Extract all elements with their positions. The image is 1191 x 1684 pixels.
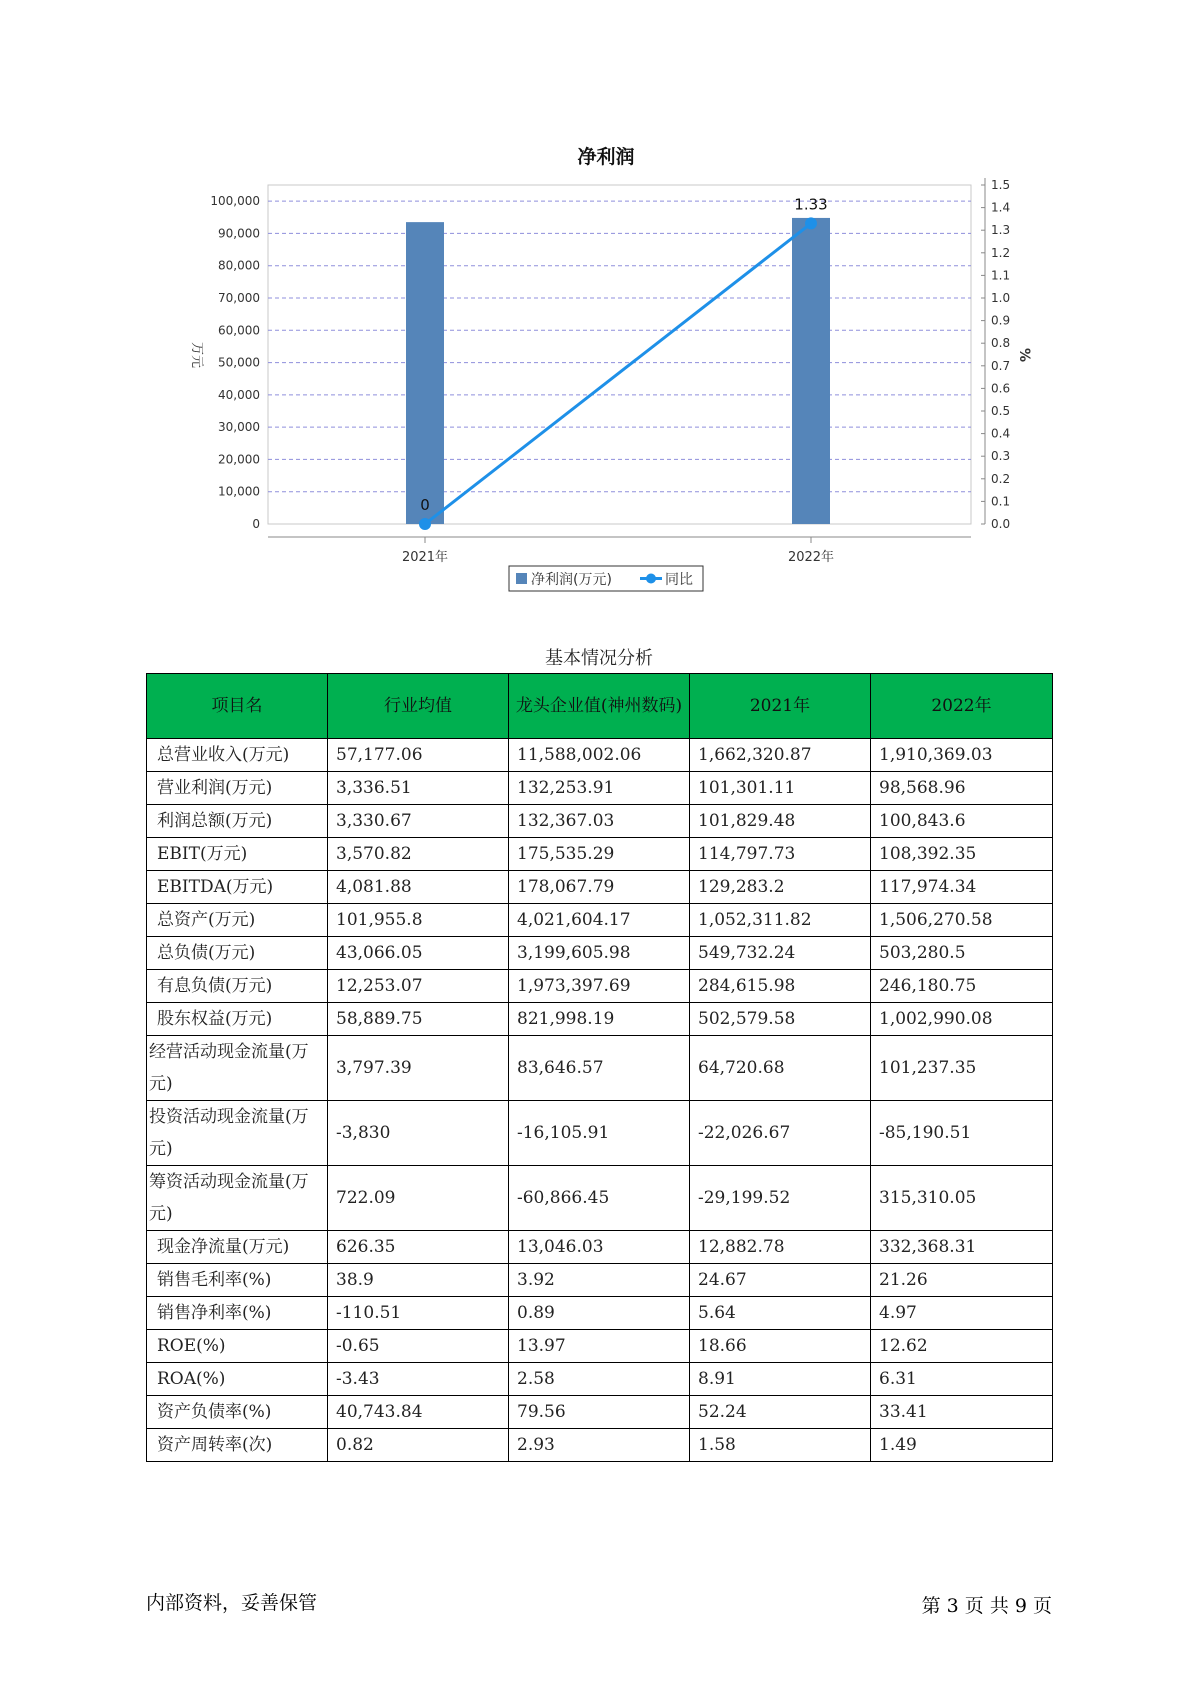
- y2-tick-label: 0.6: [991, 381, 1011, 396]
- row-label: 总营业收入(万元): [147, 739, 328, 772]
- table-row: [147, 970, 1053, 1003]
- footer-confidential-note: 内部资料，妥善保管: [146, 1592, 318, 1614]
- bar-net-profit-0: [406, 222, 444, 524]
- table-row: [147, 1330, 1053, 1363]
- table-cell: 3,570.82: [328, 838, 509, 871]
- table-cell: 12,253.07: [328, 970, 509, 1003]
- table-header-row: [147, 674, 1053, 739]
- table-cell: 58,889.75: [328, 1003, 509, 1036]
- y2-tick-label: 0.8: [991, 336, 1011, 351]
- y-axis-label: 万元: [189, 341, 204, 369]
- table-cell: 284,615.98: [690, 970, 871, 1003]
- table-row: [147, 1101, 1053, 1166]
- y-tick-label: 70,000: [218, 291, 260, 305]
- table-row: [147, 871, 1053, 904]
- y2-tick-label: 0.1: [991, 494, 1011, 509]
- row-label: 现金净流量(万元): [147, 1231, 328, 1264]
- table-cell: 79.56: [509, 1396, 690, 1429]
- table-cell: 101,301.11: [690, 772, 871, 805]
- row-label: 筹资活动现金流量(万元): [147, 1166, 328, 1231]
- chart-title: 净利润: [577, 146, 635, 168]
- table-cell: 5.64: [690, 1297, 871, 1330]
- table-cell: 43,066.05: [328, 937, 509, 970]
- y2-tick-label: 1.3: [991, 223, 1011, 238]
- table-row: [147, 1036, 1053, 1101]
- y2-tick-label: 0.9: [991, 313, 1011, 328]
- line-yoy-point-0: [419, 518, 431, 530]
- table-cell: -3.43: [328, 1363, 509, 1396]
- table-cell: 83,646.57: [509, 1036, 690, 1101]
- table-cell: 18.66: [690, 1330, 871, 1363]
- table-cell: 3,336.51: [328, 772, 509, 805]
- legend-line-marker: [646, 574, 656, 584]
- table-cell: 12.62: [871, 1330, 1053, 1363]
- y-tick-label: 90,000: [218, 226, 260, 241]
- row-label: 营业利润(万元): [147, 772, 328, 805]
- table-cell: 101,829.48: [690, 805, 871, 838]
- table-cell: 246,180.75: [871, 970, 1053, 1003]
- row-label: 利润总额(万元): [147, 805, 328, 838]
- table-cell: 3,199,605.98: [509, 937, 690, 970]
- table-cell: 8.91: [690, 1363, 871, 1396]
- table-cell: 98,568.96: [871, 772, 1053, 805]
- y-tick-label: 100,000: [210, 194, 260, 209]
- table-row: [147, 1166, 1053, 1231]
- table-cell: 100,843.6: [871, 805, 1053, 838]
- table-row: [147, 1429, 1053, 1462]
- y2-tick-label: 0.2: [991, 471, 1011, 486]
- table-cell: 1.49: [871, 1429, 1053, 1462]
- basic-analysis-table: [146, 673, 1053, 1462]
- table-cell: 178,067.79: [509, 871, 690, 904]
- table-cell: 1.58: [690, 1429, 871, 1462]
- header-industry-average: 行业均值: [328, 674, 509, 739]
- table-cell: 21.26: [871, 1264, 1053, 1297]
- table-cell: 3,330.67: [328, 805, 509, 838]
- y2-tick-label: 1.5: [991, 178, 1011, 192]
- table-cell: 57,177.06: [328, 739, 509, 772]
- row-label: 投资活动现金流量(万元): [147, 1101, 328, 1166]
- table-cell: 1,973,397.69: [509, 970, 690, 1003]
- y2-axis-label: %: [1016, 347, 1032, 363]
- table-cell: 3.92: [509, 1264, 690, 1297]
- row-label: 销售净利率(%): [147, 1297, 328, 1330]
- row-label: EBITDA(万元): [147, 871, 328, 904]
- table-row: [147, 1003, 1053, 1036]
- legend-bar-label: 净利润(万元): [531, 572, 612, 588]
- row-label: ROE(%): [147, 1330, 328, 1363]
- plot-area: [268, 185, 971, 524]
- y2-tick-label: 0.7: [991, 358, 1011, 373]
- table-cell: 332,368.31: [871, 1231, 1053, 1264]
- header-year-2022: 2022年: [871, 674, 1053, 739]
- table-cell: -60,866.45: [509, 1166, 690, 1231]
- y-tick-label: 50,000: [218, 355, 260, 370]
- table-cell: 0.82: [328, 1429, 509, 1462]
- table-cell: 0.89: [509, 1297, 690, 1330]
- bar-net-profit-1: [792, 218, 830, 524]
- table-row: [147, 1297, 1053, 1330]
- y-tick-label: 0: [252, 517, 260, 531]
- table-row: [147, 1264, 1053, 1297]
- table-cell: -110.51: [328, 1297, 509, 1330]
- table-cell: 129,283.2: [690, 871, 871, 904]
- table-cell: 315,310.05: [871, 1166, 1053, 1231]
- table-row: [147, 739, 1053, 772]
- net-profit-chart: [0, 0, 1191, 600]
- table-caption: 基本情况分析: [545, 648, 653, 669]
- table-cell: 11,588,002.06: [509, 739, 690, 772]
- y-tick-label: 40,000: [218, 387, 260, 402]
- line-yoy-point-1: [805, 217, 817, 229]
- table-cell: 2.58: [509, 1363, 690, 1396]
- table-cell: 24.67: [690, 1264, 871, 1297]
- row-label: 总负债(万元): [147, 937, 328, 970]
- table-cell: 503,280.5: [871, 937, 1053, 970]
- table-cell: 1,506,270.58: [871, 904, 1053, 937]
- table-cell: -16,105.91: [509, 1101, 690, 1166]
- table-row: [147, 904, 1053, 937]
- y2-tick-label: 0.5: [991, 404, 1011, 418]
- row-label: 有息负债(万元): [147, 970, 328, 1003]
- table-cell: -85,190.51: [871, 1101, 1053, 1166]
- table-cell: -29,199.52: [690, 1166, 871, 1231]
- y2-tick-label: 1.1: [991, 268, 1011, 283]
- table-cell: 4,081.88: [328, 871, 509, 904]
- legend-line-label: 同比: [665, 572, 693, 588]
- table-row: [147, 838, 1053, 871]
- table-cell: 1,910,369.03: [871, 739, 1053, 772]
- row-label: 总资产(万元): [147, 904, 328, 937]
- y2-tick-label: 0.4: [991, 426, 1011, 441]
- table-cell: -3,830: [328, 1101, 509, 1166]
- table-cell: 13.97: [509, 1330, 690, 1363]
- y-tick-label: 30,000: [218, 420, 260, 435]
- table-cell: 38.9: [328, 1264, 509, 1297]
- table-cell: 2.93: [509, 1429, 690, 1462]
- y2-tick-label: 1.2: [991, 245, 1011, 260]
- table-cell: 13,046.03: [509, 1231, 690, 1264]
- header-item-name: 项目名: [147, 674, 328, 739]
- table-cell: 4,021,604.17: [509, 904, 690, 937]
- table-cell: 175,535.29: [509, 838, 690, 871]
- table-cell: 33.41: [871, 1396, 1053, 1429]
- row-label: 销售毛利率(%): [147, 1264, 328, 1297]
- y2-tick-label: 0.0: [991, 517, 1011, 531]
- table-cell: 117,974.34: [871, 871, 1053, 904]
- table-cell: 549,732.24: [690, 937, 871, 970]
- y2-tick-label: 0.3: [991, 449, 1011, 464]
- table-cell: 52.24: [690, 1396, 871, 1429]
- table-cell: -22,026.67: [690, 1101, 871, 1166]
- table-cell: 6.31: [871, 1363, 1053, 1396]
- header-year-2021: 2021年: [690, 674, 871, 739]
- net-profit-chart-svg: [0, 0, 1191, 600]
- table-row: [147, 805, 1053, 838]
- table-cell: 40,743.84: [328, 1396, 509, 1429]
- y-tick-label: 60,000: [218, 323, 260, 338]
- y2-tick-label: 1.0: [991, 291, 1011, 305]
- table-row: [147, 772, 1053, 805]
- table-cell: 821,998.19: [509, 1003, 690, 1036]
- legend-bar-swatch: [516, 573, 527, 584]
- table-cell: 1,662,320.87: [690, 739, 871, 772]
- x-tick-label: 2021年: [401, 550, 449, 565]
- table-cell: 626.35: [328, 1231, 509, 1264]
- table-row: [147, 1363, 1053, 1396]
- y-tick-label: 20,000: [218, 452, 260, 467]
- table-body: [147, 739, 1053, 1462]
- y-tick-label: 80,000: [218, 258, 260, 273]
- table-cell: 1,002,990.08: [871, 1003, 1053, 1036]
- table-cell: 502,579.58: [690, 1003, 871, 1036]
- table-cell: 722.09: [328, 1166, 509, 1231]
- table-row: [147, 1231, 1053, 1264]
- table-cell: 1,052,311.82: [690, 904, 871, 937]
- table-cell: 101,237.35: [871, 1036, 1053, 1101]
- row-label: 股东权益(万元): [147, 1003, 328, 1036]
- y-tick-label: 10,000: [218, 484, 260, 499]
- table-cell: 132,253.91: [509, 772, 690, 805]
- table-cell: 3,797.39: [328, 1036, 509, 1101]
- line-yoy-data-label: 0: [420, 496, 430, 514]
- row-label: ROA(%): [147, 1363, 328, 1396]
- row-label: 资产负债率(%): [147, 1396, 328, 1429]
- table-cell: -0.65: [328, 1330, 509, 1363]
- table-cell: 101,955.8: [328, 904, 509, 937]
- x-tick-label: 2022年: [787, 550, 835, 565]
- row-label: 经营活动现金流量(万元): [147, 1036, 328, 1101]
- table-row: [147, 1396, 1053, 1429]
- header-leader-value: 龙头企业值(神州数码): [509, 674, 690, 739]
- line-yoy-data-label: 1.33: [794, 195, 828, 214]
- table-cell: 64,720.68: [690, 1036, 871, 1101]
- table-cell: 114,797.73: [690, 838, 871, 871]
- footer-page-number: 第 3 页 共 9 页: [921, 1595, 1052, 1617]
- table-cell: 108,392.35: [871, 838, 1053, 871]
- y2-tick-label: 1.4: [991, 200, 1011, 215]
- row-label: 资产周转率(次): [147, 1429, 328, 1462]
- row-label: EBIT(万元): [147, 838, 328, 871]
- table-cell: 132,367.03: [509, 805, 690, 838]
- table-cell: 12,882.78: [690, 1231, 871, 1264]
- table-row: [147, 937, 1053, 970]
- table-cell: 4.97: [871, 1297, 1053, 1330]
